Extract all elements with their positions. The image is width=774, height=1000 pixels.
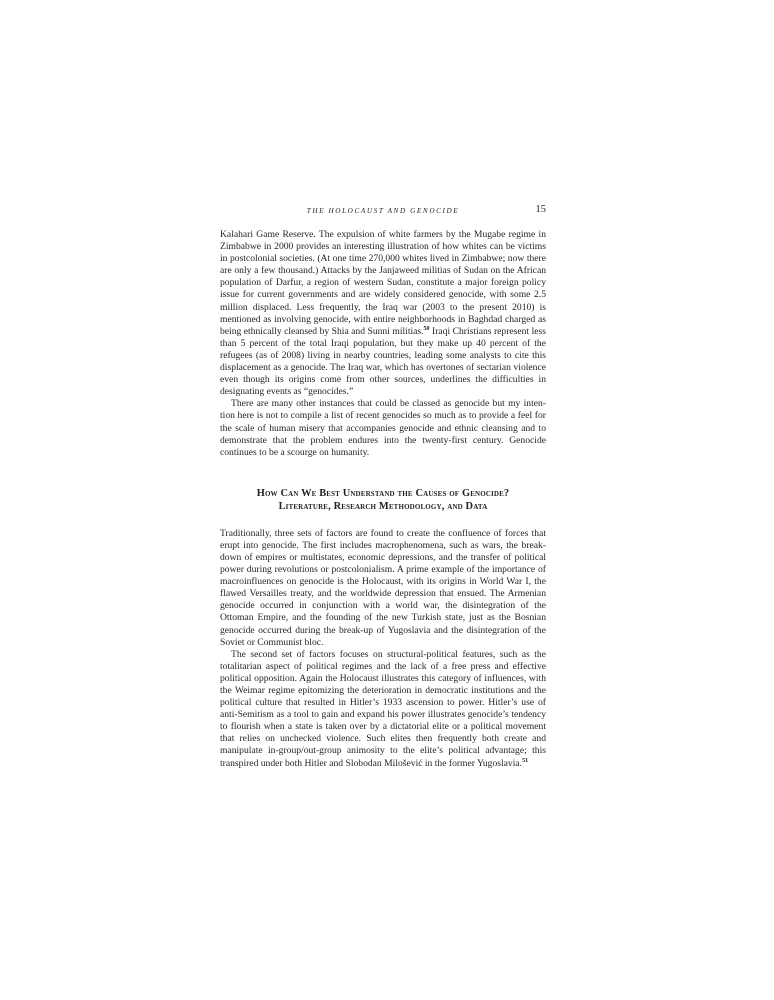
paragraph-text-continued: Iraqi Christians represent less than 5 percent of the total Iraqi population, but they make up 40 percent of the refugees (as of 2008) living in nearby countries, leading some analysts to cite this displacement as a genocide. The Iraq war, which has overtones of sectarian violence even though its origins come from other sources, underlines the difficulties in designating events as “genocides.” (220, 325, 546, 398)
section-heading-line-1: How Can We Best Understand the Causes of Genocide? (256, 487, 510, 499)
paragraph-other-instances (220, 398, 546, 458)
paragraph-darfur-iraq (220, 229, 546, 398)
running-title: THE HOLOCAUST AND GENOCIDE (306, 207, 460, 215)
footnote-ref: 51 (522, 757, 529, 764)
page-number: 15 (535, 204, 546, 215)
book-page (220, 204, 546, 770)
paragraph-three-sets-of-factors (220, 528, 546, 649)
paragraph-text: The second set of factors focuses on structural-political features, such as the totalitarian aspect of political regimes and the lack of a free press and effective political opposition. Again the Holocaust illustrates this category of influences, with the Weimar regime epitomizing the deterioration in democratic institutions and the political culture that resulted in Hitler’s 1933 ascension to power. Hitler’s use of anti-Semitism as a tool to gain and expand his power illustrates genocide’s tendency to flourish when a state is taken over by a dictatorial elite or a political movement that relies on unchecked violence. Such elites then frequently both create and manipulate in-group/out-group animosity to the elite’s political advantage; this transpired under both Hitler and Slobodan Milošević in the former Yugoslavia. (220, 648, 546, 769)
running-head (220, 204, 546, 220)
section-heading-line-2: Literature, Research Methodology, and Data (278, 500, 488, 512)
paragraph-text: There are many other instances that could be classed as genocide but my intention here is not to compile a list of recent genocides so much as to provide a feel for the scale of human misery that accompanies genocide and ethnic cleansing and to demonstrate that the problem endures into the twenty-first century. Genocide continues to be a scourge on humanity. (220, 398, 546, 458)
paragraph-structural-political (220, 649, 546, 770)
section-heading (220, 487, 546, 513)
paragraph-text: Kalahari Game Reserve. The expulsion of white farmers by the Mugabe regime in Zimbabwe in 2000 provides an interesting illustration of how whites can be victims in postcolonial societies. (At one time 270,000 whites lived in Zimbabwe; now there are only a few thousand.) Attacks by the Janjaweed militias of Sudan on the African population of Darfur, a region of western Sudan, constitute a major foreign policy issue for current governments and are widely considered genocide, with some 2.5 million displaced. Less frequently, the Iraq war (2003 to the present 2010) is mentioned as involving genocide, with entire neighborhoods in Baghdad charged as being ethnically cleansed by Shia and Sunni militias. (220, 229, 546, 337)
footnote-ref: 50 (423, 325, 430, 332)
paragraph-text: Traditionally, three sets of factors are found to create the confluence of forces that erupt into genocide. The first includes macrophenomena, such as wars, the breakdown of empires or multistates, economic depressions, and the transfer of political power during revolutions or postcolonialism. A prime example of the importance of macroinfluences on genocide is the Holocaust, with its origins in World War I, the flawed Versailles treaty, and the worldwide depression that ensued. The Armenian genocide occurred in conjunction with a world war, the disintegration of the Ottoman Empire, and the founding of the new Turkish state, just as the Bosnian genocide occurred during the break-up of Yugoslavia and the disintegration of the Soviet or Communist bloc. (220, 527, 546, 648)
